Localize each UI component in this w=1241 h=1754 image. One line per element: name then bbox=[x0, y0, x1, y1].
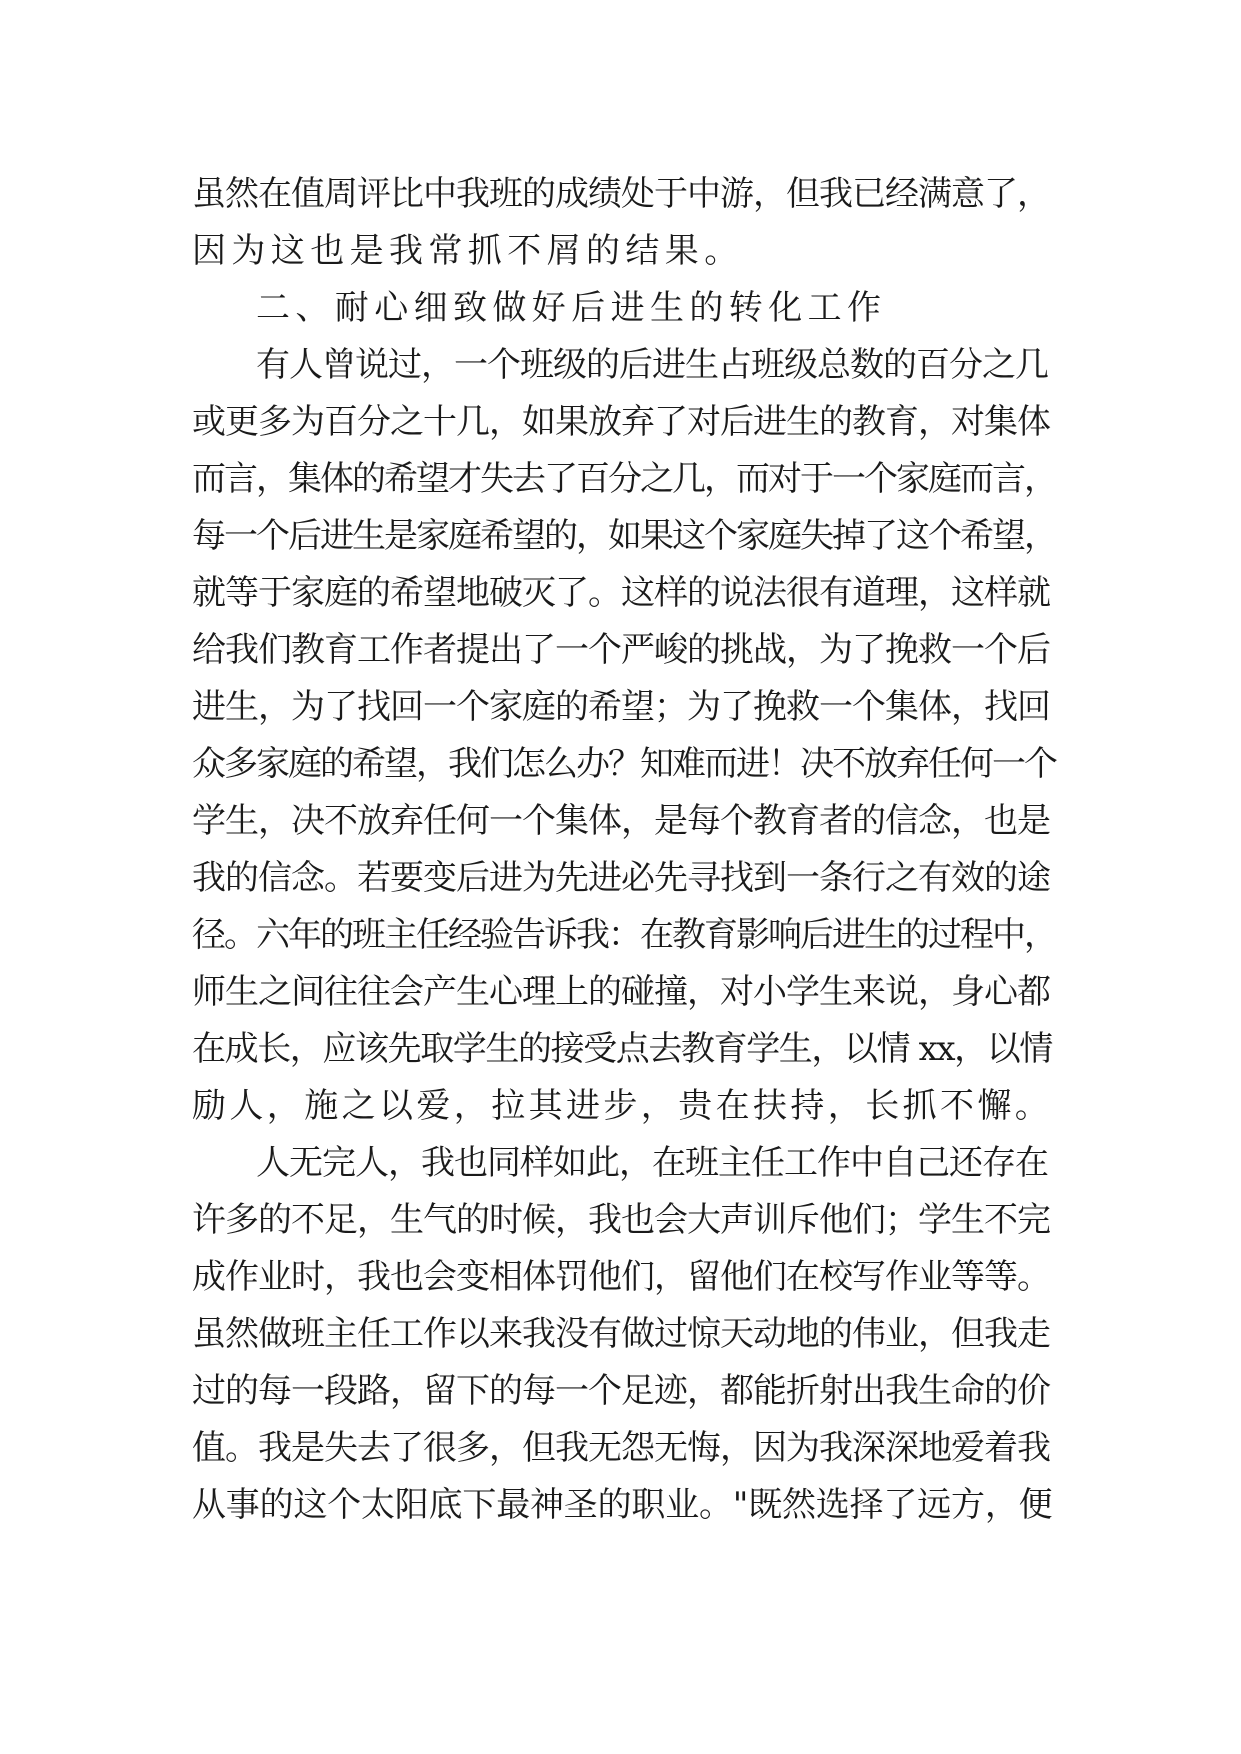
text-line: 有人曾说过，一个班级的后进生占班级总数的百分之几 bbox=[256, 345, 1048, 385]
text-line: 我的信念。若要变后进为先进必先寻找到一条行之有效的途 bbox=[192, 858, 1050, 898]
text-line: 因为这也是我常抓不屑的结果。 bbox=[192, 231, 744, 271]
text-line: 从事的这个太阳底下最神圣的职业。"既然选择了远方，便 bbox=[192, 1485, 1053, 1525]
text-line: 每一个后进生是家庭希望的，如果这个家庭失掉了这个希望， bbox=[192, 516, 1056, 556]
text-line: 过的每一段路，留下的每一个足迹，都能折射出我生命的价 bbox=[192, 1371, 1050, 1411]
text-line: 值。我是失去了很多，但我无怨无悔，因为我深深地爱着我 bbox=[192, 1428, 1050, 1468]
text-line: 许多的不足，生气的时候，我也会大声训斥他们；学生不完 bbox=[192, 1200, 1050, 1240]
text-line: 给我们教育工作者提出了一个严峻的挑战，为了挽救一个后 bbox=[192, 630, 1050, 670]
text-line: 人无完人，我也同样如此，在班主任工作中自己还存在 bbox=[256, 1143, 1048, 1183]
text-line: 或更多为百分之十几，如果放弃了对后进生的教育，对集体 bbox=[192, 402, 1050, 442]
text-line: 学生，决不放弃任何一个集体，是每个教育者的信念，也是 bbox=[192, 801, 1050, 841]
text-line: 进生，为了找回一个家庭的希望；为了挽救一个集体，找回 bbox=[192, 687, 1050, 727]
text-line: 虽然做班主任工作以来我没有做过惊天动地的伟业，但我走 bbox=[192, 1314, 1050, 1354]
text-line: 众多家庭的希望，我们怎么办？知难而进！决不放弃任何一个 bbox=[192, 744, 1056, 784]
text-line: 就等于家庭的希望地破灭了。这样的说法很有道理，这样就 bbox=[192, 573, 1050, 613]
text-line: 而言，集体的希望才失去了百分之几，而对于一个家庭而言， bbox=[192, 459, 1056, 499]
text-line: 成作业时，我也会变相体罚他们，留他们在校写作业等等。 bbox=[192, 1257, 1050, 1297]
text-line: 径。六年的班主任经验告诉我：在教育影响后进生的过程中， bbox=[192, 915, 1056, 955]
text-line: 虽然在值周评比中我班的成绩处于中游，但我已经满意了， bbox=[192, 174, 1050, 214]
section-heading: 二、耐心细致做好后进生的转化工作 bbox=[256, 288, 887, 328]
text-line: 师生之间往往会产生心理上的碰撞，对小学生来说，身心都 bbox=[192, 972, 1050, 1012]
text-line: 在成长，应该先取学生的接受点去教育学生，以情 xx，以情 bbox=[192, 1029, 1052, 1069]
text-line: 励人，施之以爱，拉其进步，贵在扶持，长抓不懈。 bbox=[192, 1086, 1053, 1126]
